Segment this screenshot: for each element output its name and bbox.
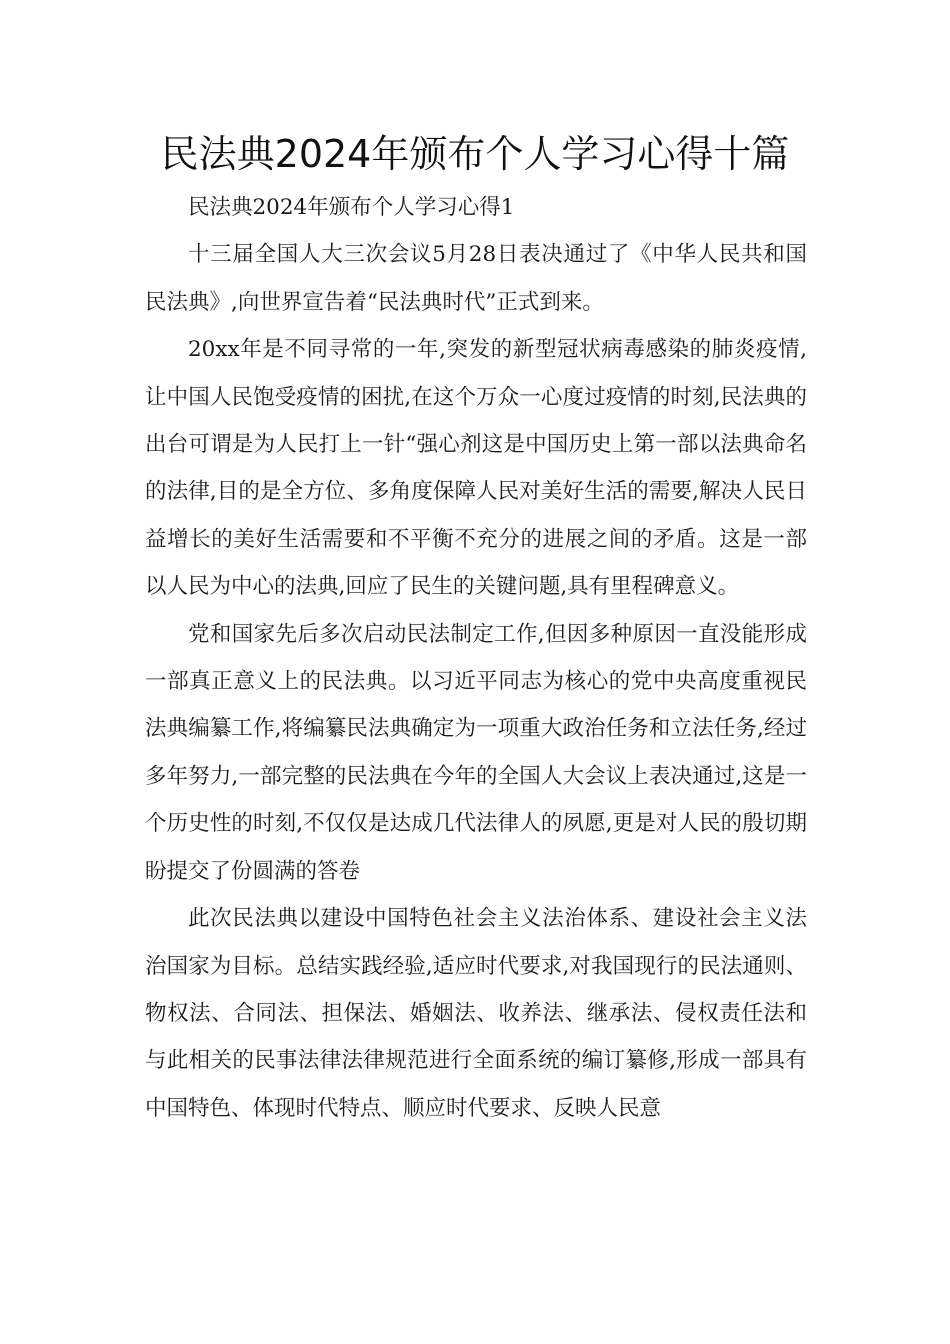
paragraph: 此次民法典以建设中国特色社会主义法治体系、建设社会主义法治国家为目标。总结实践经验,适应时代要求,对我国现行的民法通则、物权法、合同法、担保法、婚姻法、收养法、继承法、侵权责任法和与此相关的民事法律法律规范进行全面系统的编订纂修,形成一部具有中国特色、体现时代特点、顺应时代要求、反映人民意 — [145, 906, 807, 1121]
document-title: 民法典2024年颁布个人学习心得十篇 — [160, 132, 790, 176]
paragraph: 20xx年是不同寻常的一年,突发的新型冠状病毒感染的肺炎疫情,让中国人民饱受疫情的困扰,在这个万众一心度过疫情的时刻,民法典的出台可谓是为人民打上一针“强心剂这是中国历史上第一部以法典命名的法律,目的是全方位、多角度保障人民对美好生活的需要,解决人民日益增长的美好生活需要和不平衡不充分的进展之间的矛盾。这是一部以人民为中心的法典,回应了民生的关键问题,具有里程碑意义。 — [145, 337, 807, 600]
paragraph: 十三届全国人大三次会议5月28日表决通过了《中华人民共和国民法典》,向世界宣告着“民法典时代”正式到来。 — [145, 242, 807, 315]
paragraph: 党和国家先后多次启动民法制定工作,但因多种原因一直没能形成一部真正意义上的民法典。以习近平同志为核心的党中央高度重视民法典编纂工作,将编纂民法典确定为一项重大政治任务和立法任务,经过多年努力,一部完整的民法典在今年的全国人大会议上表决通过,这是一个历史性的时刻,不仅仅是达成几代法律人的夙愿,更是对人民的殷切期盼提交了份圆满的答卷 — [145, 621, 807, 884]
section-heading: 民法典2024年颁布个人学习心得1 — [188, 195, 515, 220]
document-body — [145, 184, 807, 1132]
